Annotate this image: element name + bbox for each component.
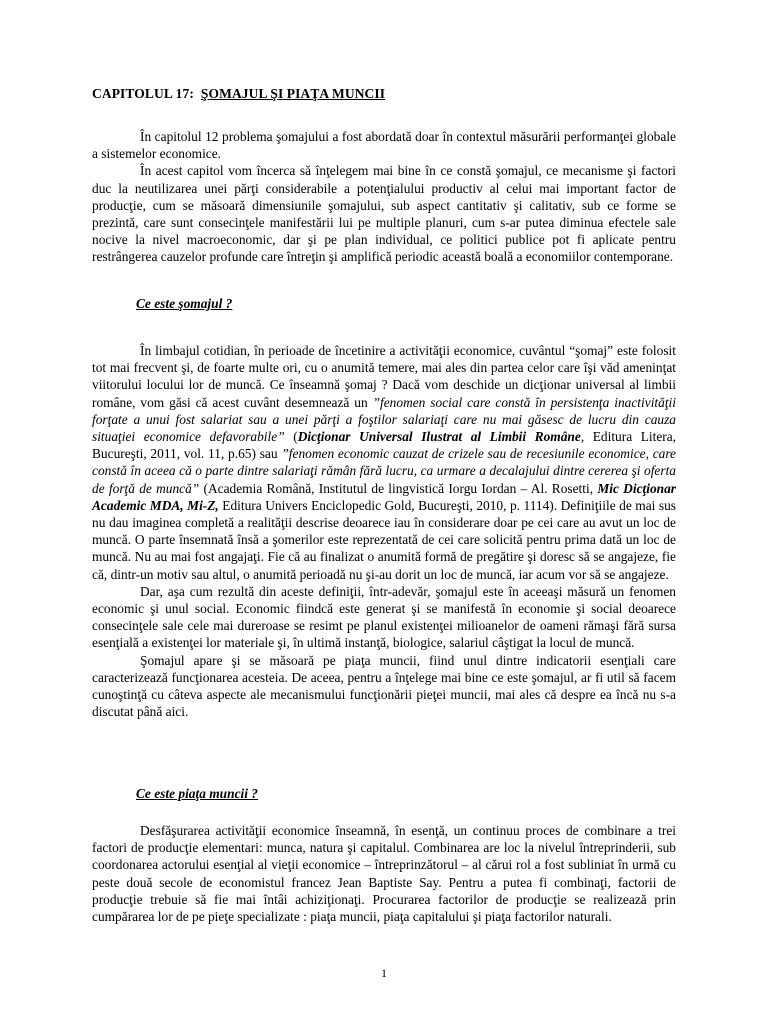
dictionary-quote-1: ”fenomen social care constă în persistenţa inactivităţii forţate a unui fost salariat sau a unei părţi a foştilor salariaţi care nu mai găsesc de lucru din cauza situaţiei economice defavorabile” xyxy=(92,394,676,445)
piata-paragraph-1: Desfăşurarea activităţii economice înseamnă, în esenţă, un continuu proces de combinare a trei factori de producţie elementari: munca, natura şi capitalul. Combinarea are loc la nivelul întreprinderii, sub coordonarea actorului esenţial al vieţii economice – întreprinzătorul – al cărui rol a fost subliniat în urmă cu peste două secole de economistul francez Jean Baptiste Say. Pentru a putea fi combinaţi, factorii de producţie trebuie să fie mai întâi achiziţionaţi. Procurarea factorilor de producţie se realizează prin cumpărarea lor de pe pieţe specializate : piaţa muncii, piaţa capitalului şi piaţa factorilor naturali. xyxy=(92,823,676,925)
page-number: 1 xyxy=(381,966,387,980)
dictionary-quote-2: ”fenomen economic cauzat de crizele sau de recesiunile economice, care constă în aceea că o parte dintre salariaţi rămân fără lucru, ca urmare a decalajului dintre cererea şi oferta de forţă de muncă” xyxy=(92,446,676,496)
dictionary-source-1: Dicţionar Universal Ilustrat al Limbii Române xyxy=(297,429,581,445)
chapter-title xyxy=(92,86,385,102)
intro-block xyxy=(92,128,676,266)
somaj-paragraph-2: Dar, aşa cum rezultă din aceste definiţii, într-adevăr, şomajul este în aceeaşi măsură un fenomen economic şi unul social. Economic fiindcă este generat şi se manifestă în economie şi social deoarece consecinţele sale cele mai dureroase se resimt pe planul existenţei milioanelor de oameni rămaşi fără sursa esenţială a existenţei lor materiale şi, în ultimă instanţă, biologice, salariul câştigat la locul de muncă. xyxy=(92,583,676,651)
dictionary-source-2: Mic Dicţionar Academic MDA, Mi-Z, xyxy=(92,480,676,513)
intro-paragraph-1: În capitolul 12 problema şomajului a fost abordată doar în contextul măsurării performanţei globale a sistemelor economice. xyxy=(92,129,676,162)
text-run: ( xyxy=(284,429,298,445)
chapter-number: CAPITOLUL 17: xyxy=(92,86,194,101)
section-somaj-body xyxy=(92,342,676,720)
text-run: , Editura Litera, Bucureşti, 2011, vol. 11, p.65) sau xyxy=(92,429,677,462)
section-piata-muncii-body xyxy=(92,822,676,925)
text-run: Editura Univers Enciclopedic Gold, Bucureşti, 2010, p. 1114). Definiţiile de mai sus nu dau imaginea completă a realităţii descrise deoarece iau în considerare doar pe cei care au avut un loc de muncă. O parte însemnată însă a şomerilor este reprezentată de cei care solicită pentru prima dată un loc de muncă. Nu au mai fost angajaţi. Fie că au finalizat o anumită formă de pregătire şi doresc să se angajeze, fie că, dintr-un motiv sau altul, o anumită perioadă nu şi-au dorit un loc de muncă, iar acum vor să se angajeze. xyxy=(92,497,677,582)
text-run: (Academia Română, Institutul de lingvistică Iorgu Iordan – Al. Rosetti, xyxy=(199,480,598,496)
somaj-paragraph-1 xyxy=(92,342,676,583)
chapter-name: ŞOMAJUL ŞI PIAŢA MUNCII xyxy=(200,86,386,101)
intro-paragraph-2: În acest capitol vom încerca să înţelegem mai bine în ce constă şomajul, ce mecanisme şi factori duc la neutilizarea unei părţi considerabile a potenţialului productiv al celui mai important factor de producţie, cum se măsoară dimensiunile şomajului, sub aspect cantitativ şi calitativ, sub ce forme se prezintă, care sunt consecinţele manifestării lui pe multiple planuri, cum s-ar putea diminua efectele sale nocive la nivel macroeconomic, dar şi pe plan individual, ce politici publice pot fi aplicate pentru restrângerea cauzelor profunde care întreţin şi amplifică periodic această boală a economiilor contemporane. xyxy=(92,163,676,265)
section-heading-somaj: Ce este şomajul ? xyxy=(136,296,233,311)
section-heading-piata-muncii: Ce este piaţa muncii ? xyxy=(136,786,258,801)
text-run: În limbajul cotidian, în perioade de încetinire a activităţii economice, cuvântul “şomaj” este folosit tot mai frecvent şi, de foarte multe ori, cu o anumită temere, mai ales din partea celor care îşi văd ameninţat viitorului locului lor de muncă. Ce înseamnă şomaj ? Dacă vom deschide un dicţionar universal al limbii române, vom găsi că acest cuvânt desemnează un xyxy=(92,343,676,410)
somaj-paragraph-3: Şomajul apare şi se măsoară pe piaţa muncii, fiind unul dintre indicatorii esenţiali care caracterizează funcţionarea acesteia. De aceea, pentru a înţelege mai bine ce este şomajul, ar fi util să facem cunoştinţă cu câteva aspecte ale mecanismului funcţionării pieţei muncii, mai ales că despre ea încă nu s-a discutat până aici. xyxy=(92,652,676,720)
